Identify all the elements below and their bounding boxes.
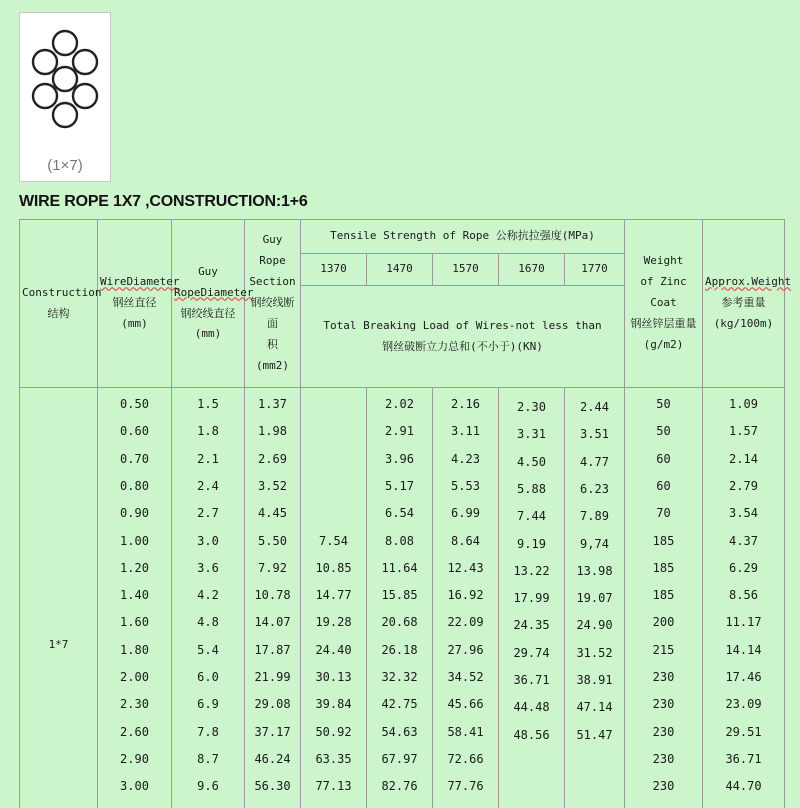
table-cell: 200 [625,615,702,629]
table-cell: 1.00 [98,534,171,548]
table-cell: 4.37 [703,534,784,548]
table-cell: 3.51 [565,427,624,441]
table-cell: 230 [625,697,702,711]
table-cell: 0.90 [98,506,171,520]
table-cell: 2.30 [98,697,171,711]
table-cell: 2.00 [98,670,171,684]
table-cell: 1.37 [245,397,300,411]
table-cell: 230 [625,752,702,766]
table-cell: 47.14 [565,700,624,714]
table-cell: 3.6 [172,561,244,575]
column-guy-rope-diameter [172,388,245,808]
table-cell: 2.44 [565,400,624,414]
table-cell: 16.92 [433,588,498,602]
table-cell: 17.46 [703,670,784,684]
table-cell: 50 [625,424,702,438]
table-cell: 6.99 [433,506,498,520]
diagram-caption: (1×7) [20,157,110,174]
table-cell: 7.8 [172,725,244,739]
table-cell: 2.30 [499,400,564,414]
grade-1570: 1570 [433,254,499,286]
table-cell: 19.28 [301,615,366,629]
table-cell: 7.44 [499,509,564,523]
column-load-1670 [499,388,565,808]
table-cell: 3.00 [98,779,171,793]
table-cell: 9.6 [172,779,244,793]
table-cell: 17.87 [245,643,300,657]
table-cell: 58.41 [433,725,498,739]
table-cell: 6.29 [703,561,784,575]
table-cell: 1.57 [703,424,784,438]
table-cell: 24.90 [565,618,624,632]
table-cell: 8.08 [367,534,432,548]
table-cell: 34.52 [433,670,498,684]
construction-value: 1*7 [20,638,97,651]
table-cell: 11.64 [367,561,432,575]
table-cell: 1.40 [98,588,171,602]
table-cell: 4.77 [565,455,624,469]
table-cell: 54.63 [367,725,432,739]
column-approx-weight [703,388,785,808]
table-cell: 1.5 [172,397,244,411]
header-zinc-coat-weight: Weight of Zinc Coat 钢丝锌层重量 (g/m2) [625,220,703,388]
table-cell: 1.09 [703,397,784,411]
table-cell: 30.13 [301,670,366,684]
table-cell: 1.20 [98,561,171,575]
table-cell: 10.78 [245,588,300,602]
table-cell: 29.51 [703,725,784,739]
table-cell: 185 [625,561,702,575]
table-cell: 15.85 [367,588,432,602]
table-cell: 19.07 [565,591,624,605]
table-cell: 1.80 [98,643,171,657]
table-cell: 185 [625,534,702,548]
table-cell: 7.89 [565,509,624,523]
table-cell: 5.50 [245,534,300,548]
column-wire-diameter [98,388,172,808]
table-cell: 45.66 [433,697,498,711]
construction-cell [20,388,98,808]
table-cell: 8.64 [433,534,498,548]
column-load-1470 [367,388,433,808]
column-load-1570 [433,388,499,808]
table-cell: 185 [625,588,702,602]
table-cell: 14.77 [301,588,366,602]
table-cell: 2.60 [98,725,171,739]
header-tensile-strength: Tensile Strength of Rope 公称抗拉强度(MPa) [301,220,625,254]
table-cell: 6.23 [565,482,624,496]
table-cell: 44.48 [499,700,564,714]
table-cell: 3.0 [172,534,244,548]
table-cell: 13.22 [499,564,564,578]
table-cell: 4.45 [245,506,300,520]
grade-1670: 1670 [499,254,565,286]
grade-1770: 1770 [565,254,625,286]
table-cell: 3.96 [367,452,432,466]
column-zinc-weight [625,388,703,808]
column-load-1770 [565,388,625,808]
table-cell: 7.54 [301,534,366,548]
table-cell: 2.16 [433,397,498,411]
table-cell: 1.98 [245,424,300,438]
column-load-1370 [301,388,367,808]
table-cell: 22.09 [433,615,498,629]
table-cell: 1.60 [98,615,171,629]
table-cell: 5.88 [499,482,564,496]
table-cell: 44.70 [703,779,784,793]
table-cell: 46.24 [245,752,300,766]
table-cell: 50 [625,397,702,411]
table-cell: 2.14 [703,452,784,466]
grade-1370: 1370 [301,254,367,286]
table-cell: 37.17 [245,725,300,739]
table-cell: 72.66 [433,752,498,766]
table-cell: 4.8 [172,615,244,629]
table-cell: 7.92 [245,561,300,575]
table-cell: 39.84 [301,697,366,711]
table-cell: 230 [625,779,702,793]
table-cell: 10.85 [301,561,366,575]
table-cell: 2.4 [172,479,244,493]
table-cell: 0.80 [98,479,171,493]
table-cell: 9,74 [565,537,624,551]
table-cell: 82.76 [367,779,432,793]
table-cell: 27.96 [433,643,498,657]
table-cell: 77.76 [433,779,498,793]
table-cell: 3.52 [245,479,300,493]
wire-rope-diagram [19,12,111,182]
table-cell: 5.53 [433,479,498,493]
table-cell: 8.7 [172,752,244,766]
header-guy-rope-section: Guy Rope Section 钢绞线断面 积 (mm2) [245,220,301,388]
table-cell: 3.11 [433,424,498,438]
page-title: WIRE ROPE 1X7 ,CONSTRUCTION:1+6 [19,193,308,211]
table-cell: 67.97 [367,752,432,766]
table-cell: 77.13 [301,779,366,793]
table-cell: 4.2 [172,588,244,602]
table-cell: 2.7 [172,506,244,520]
table-cell: 2.79 [703,479,784,493]
table-cell: 3.54 [703,506,784,520]
table-cell: 230 [625,725,702,739]
header-wire-diameter: WireDiameter 钢丝直径 (mm) [98,220,172,388]
table-cell: 24.40 [301,643,366,657]
table-cell: 2.1 [172,452,244,466]
table-cell: 0.60 [98,424,171,438]
table-cell: 6.54 [367,506,432,520]
table-cell: 24.35 [499,618,564,632]
table-cell: 36.71 [703,752,784,766]
table-cell: 13.98 [565,564,624,578]
table-cell: 42.75 [367,697,432,711]
table-cell: 5.4 [172,643,244,657]
table-cell: 51.47 [565,728,624,742]
table-cell: 29.74 [499,646,564,660]
strand-cross-section-icon [25,21,105,151]
header-approx-weight: Approx.Weight 参考重量 (kg/100m) [703,220,785,388]
table-cell: 14.07 [245,615,300,629]
table-cell: 48.56 [499,728,564,742]
table-cell: 2.02 [367,397,432,411]
header-construction: Construction 结构 [20,220,98,388]
grade-1470: 1470 [367,254,433,286]
table-cell: 4.23 [433,452,498,466]
table-cell: 50.92 [301,725,366,739]
table-cell: 60 [625,479,702,493]
table-cell: 36.71 [499,673,564,687]
table-cell: 20.68 [367,615,432,629]
table-cell: 2.69 [245,452,300,466]
table-cell: 3.31 [499,427,564,441]
table-cell: 0.70 [98,452,171,466]
header-total-breaking-load: Total Breaking Load of Wires-not less than 钢丝破断立力总和(不小于)(KN) [301,286,625,388]
table-cell: 29.08 [245,697,300,711]
table-cell: 63.35 [301,752,366,766]
table-cell: 70 [625,506,702,520]
table-cell: 60 [625,452,702,466]
table-cell: 21.99 [245,670,300,684]
table-cell: 38.91 [565,673,624,687]
table-cell: 31.52 [565,646,624,660]
table-cell: 8.56 [703,588,784,602]
table-cell: 215 [625,643,702,657]
table-cell: 23.09 [703,697,784,711]
table-cell: 17.99 [499,591,564,605]
table-cell: 2.91 [367,424,432,438]
table-cell: 2.90 [98,752,171,766]
table-cell: 230 [625,670,702,684]
table-cell: 4.50 [499,455,564,469]
table-cell: 1.8 [172,424,244,438]
spec-table [19,219,785,808]
table-cell: 6.0 [172,670,244,684]
table-cell: 26.18 [367,643,432,657]
table-cell: 32.32 [367,670,432,684]
table-cell: 14.14 [703,643,784,657]
header-guy-rope-diameter: Guy RopeDiameter 钢绞线直径 (mm) [172,220,245,388]
table-cell: 9.19 [499,537,564,551]
table-cell: 56.30 [245,779,300,793]
table-cell: 0.50 [98,397,171,411]
column-section [245,388,301,808]
table-cell: 11.17 [703,615,784,629]
table-cell: 12.43 [433,561,498,575]
table-cell: 5.17 [367,479,432,493]
table-cell: 6.9 [172,697,244,711]
